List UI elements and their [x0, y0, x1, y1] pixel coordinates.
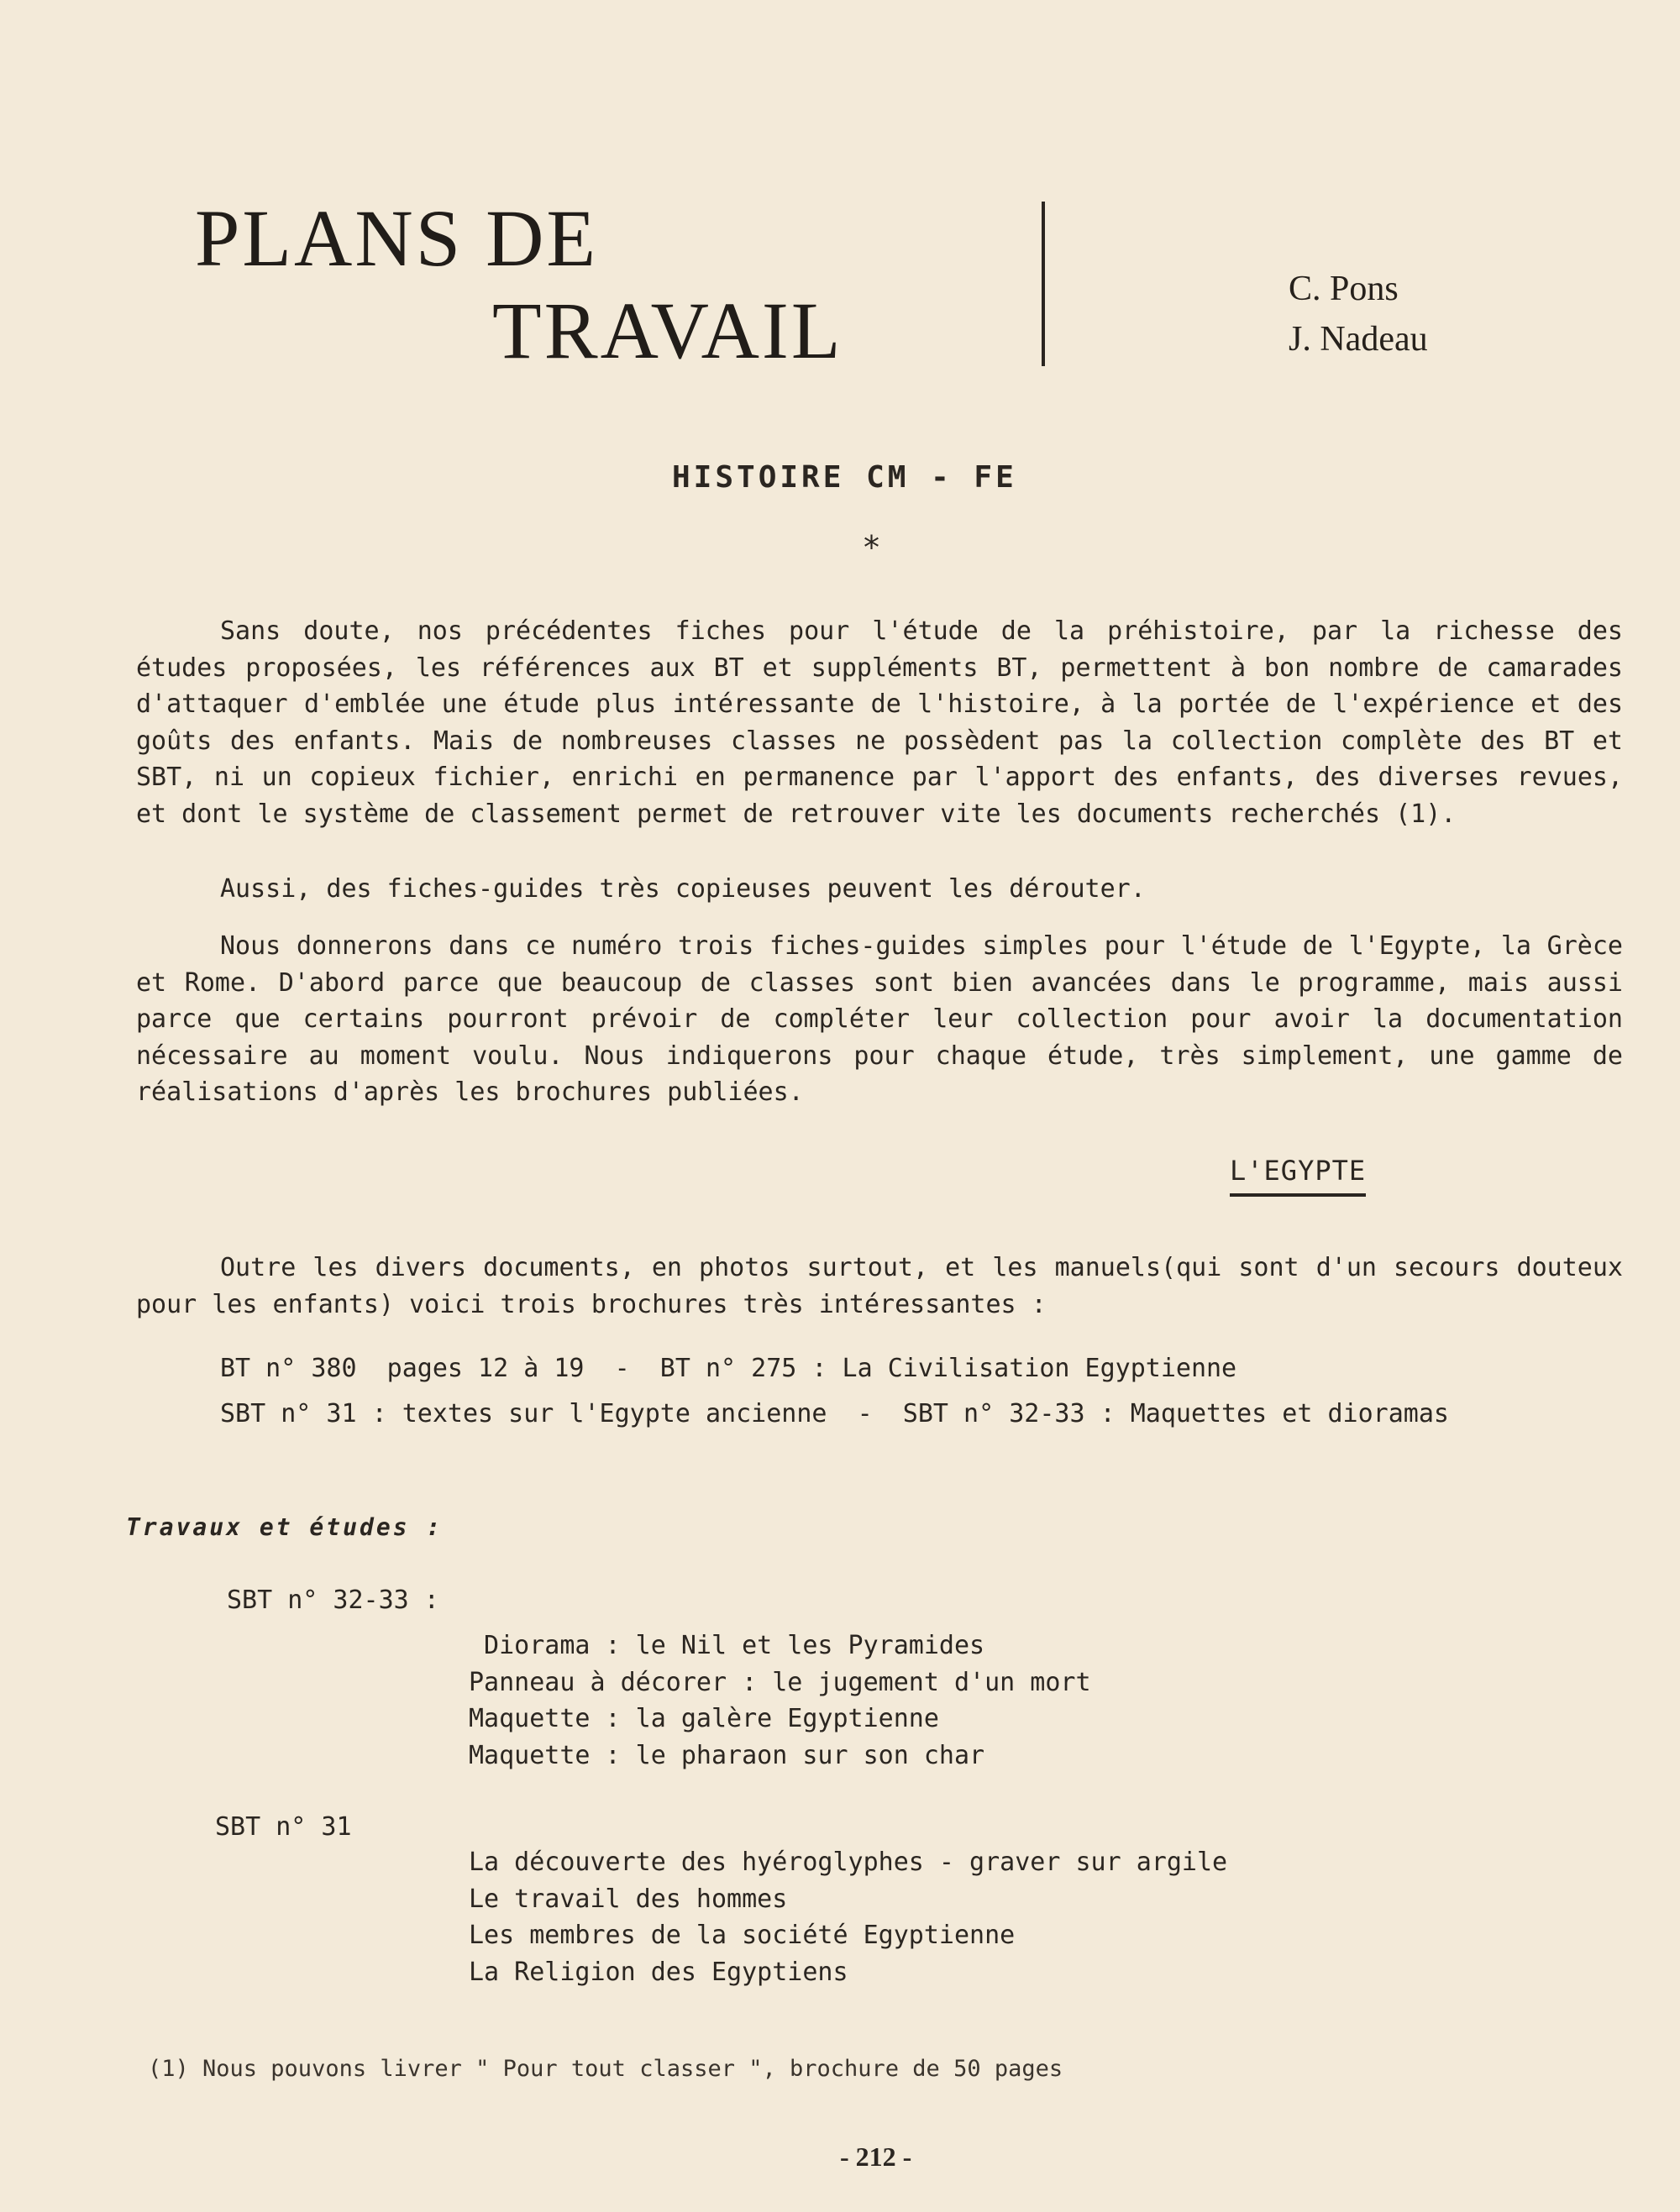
list-item: Les membres de la société Egyptienne: [469, 1921, 1016, 1950]
page-number: - 212 -: [840, 2141, 912, 2172]
footnote: (1) Nous pouvons livrer " Pour tout classer ", brochure de 50 pages: [148, 2056, 1063, 2082]
list-item: Maquette : le pharaon sur son char: [469, 1740, 985, 1770]
title-line-2: TRAVAIL: [492, 286, 843, 375]
travaux-label: Travaux et études :: [126, 1513, 444, 1541]
list-item: La découverte des hyéroglyphes - graver sur argile: [469, 1848, 1228, 1877]
title-divider: [1042, 202, 1045, 366]
reference-line-1: BT n° 380 pages 12 à 19 - BT n° 275 : La Civilisation Egyptienne: [220, 1354, 1237, 1383]
list-item: Maquette : la galère Egyptienne: [469, 1704, 939, 1733]
paragraph-egypt-intro: Outre les divers documents, en photos surtout, et les manuels(qui sont d'un secours douteux pour les enfants) voici trois brochures très intéressantes :: [136, 1253, 1623, 1319]
list-item: Le travail des hommes: [469, 1884, 788, 1914]
group-label-sbt-32-33: SBT n° 32-33 :: [227, 1586, 439, 1615]
group-label-sbt-31: SBT n° 31: [215, 1812, 352, 1842]
section-subtitle: HISTOIRE CM - FE: [672, 460, 1017, 495]
list-item: La Religion des Egyptiens: [469, 1957, 848, 1987]
list-item: Diorama : le Nil et les Pyramides: [469, 1631, 985, 1660]
group-items-sbt-31: [469, 1844, 1227, 1990]
asterisk-ornament: *: [864, 529, 879, 566]
egypt-heading: L'EGYPTE: [1230, 1155, 1366, 1197]
paragraph-aussi: Aussi, des fiches-guides très copieuses peuvent les dérouter.: [220, 874, 1146, 904]
author-2: J. Nadeau: [1289, 320, 1428, 359]
list-item: Panneau à décorer : le jugement d'un mort: [469, 1667, 1091, 1697]
author-1: C. Pons: [1289, 270, 1399, 308]
title-line-1: PLANS DE: [195, 193, 599, 283]
paragraph-fiches-guides: Nous donnerons dans ce numéro trois fiches-guides simples pour l'étude de l'Egypte, la Grèce et Rome. D'abord parce que beaucoup de classes sont bien avancées dans le programme, mais aussi parce que certains pourront prévoir de compléter leur collection pour avoir la documentation nécessaire au moment voulu. Nous indiquerons pour chaque étude, très simplement, une gamme de réalisations d'après les brochures publiées.: [136, 931, 1623, 1107]
group-items-sbt-32-33: [469, 1628, 1091, 1774]
reference-line-2: SBT n° 31 : textes sur l'Egypte ancienne - SBT n° 32-33 : Maquettes et dioramas: [220, 1399, 1449, 1428]
paragraph-intro: Sans doute, nos précédentes fiches pour l'étude de la préhistoire, par la richesse des études proposées, les références aux BT et suppléments BT, permettent à bon nombre de camarades d'attaquer d'emblée une étude plus intéressante de l'histoire, à la portée de l'expérience et des goûts des enfants. Mais de nombreuses classes ne possèdent pas la collection complète des BT et SBT, ni un copieux fichier, enrichi en permanence par l'apport des enfants, des diverses revues, et dont le système de classement permet de retrouver vite les documents recherchés (1).: [136, 616, 1623, 829]
